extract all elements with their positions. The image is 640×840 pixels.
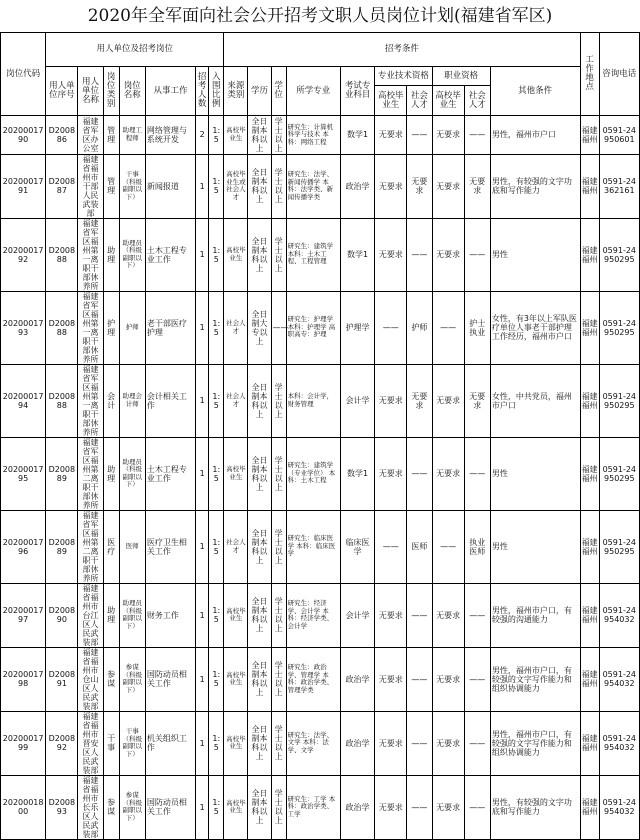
location-cell: 福建福州: [580, 647, 599, 711]
ratio-cell: 1:5: [209, 711, 224, 775]
degree-cell: 学士以上: [271, 775, 286, 839]
source-cell: 高校毕业生: [224, 775, 248, 839]
post-name-cell: 干事（科级副职以下）: [119, 154, 145, 218]
post-plan-table: [0, 32, 640, 840]
ratio-cell: 1:5: [209, 437, 224, 510]
post-name-cell: 助理员（科级副职以下）: [119, 583, 145, 647]
table-row: [1, 510, 640, 583]
location-cell: 福建福州: [580, 154, 599, 218]
phone-cell: 0591-24950295: [599, 218, 639, 291]
location-cell: 福建福州: [580, 437, 599, 510]
tech-grad-cell: 无要求: [375, 154, 407, 218]
unit-name-cell: 福建省福州市干部人民武装部: [78, 154, 103, 218]
ratio-cell: 1:5: [209, 116, 224, 155]
table-row: [1, 116, 640, 155]
source-cell: 高校毕业生: [224, 437, 248, 510]
tech-social-cell: ——: [407, 116, 432, 155]
recruit-num-cell: 1: [196, 437, 209, 510]
voc-social-cell: ——: [464, 437, 490, 510]
header-vocational: 职业资格: [432, 67, 490, 86]
phone-cell: 0591-24950601: [599, 116, 639, 155]
phone-cell: 0591-24950295: [599, 510, 639, 583]
unit-seq-cell: D200889: [46, 510, 78, 583]
unit-seq-cell: D200888: [46, 291, 78, 364]
recruit-num-cell: 1: [196, 711, 209, 775]
recruit-num-cell: 1: [196, 291, 209, 364]
other-condition-cell: 男性，福州市户口，有较强的沟通能力: [490, 583, 580, 647]
recruit-num-cell: 1: [196, 647, 209, 711]
header-education: 学历: [248, 67, 271, 116]
post-name-cell: 助理员（科级副职以下）: [119, 437, 145, 510]
post-code-cell: 2020001795: [1, 437, 46, 510]
unit-name-cell: 福建省军区福州第一离职干部休养所: [78, 364, 103, 437]
education-cell: 全日制大专以上: [248, 291, 271, 364]
education-cell: 全日制本科以上: [248, 510, 271, 583]
major-cell: 研究生：建筑学（专业学位） 本科：土木工程: [286, 437, 340, 510]
unit-seq-cell: D200892: [46, 711, 78, 775]
major-cell: 研究生：法学、文学 本科：法学、文学: [286, 711, 340, 775]
header-post-category: 岗位类别: [103, 67, 119, 116]
post-code-cell: 2020001792: [1, 218, 46, 291]
source-cell: 社会人才: [224, 510, 248, 583]
post-code-cell: 2020001797: [1, 583, 46, 647]
tech-grad-cell: ——: [375, 510, 407, 583]
other-condition-cell: 男性，福州市户口，有较强的文字写作能力和组织协调能力: [490, 647, 580, 711]
voc-social-cell: ——: [464, 647, 490, 711]
post-name-cell: 助理会计师: [119, 364, 145, 437]
voc-social-cell: ——: [464, 583, 490, 647]
tech-grad-cell: 无要求: [375, 775, 407, 839]
source-cell: 高校毕业生: [224, 218, 248, 291]
exam-subject-cell: 数学1: [340, 437, 374, 510]
post-name-cell: 干事（科级副职以下）: [119, 711, 145, 775]
post-name-cell: 医师: [119, 510, 145, 583]
voc-grad-cell: ——: [432, 510, 464, 583]
post-name-cell: 参谋（科级副职以下）: [119, 647, 145, 711]
post-category-cell: 管理: [103, 154, 119, 218]
phone-cell: 0591-24954032: [599, 583, 639, 647]
major-cell: 研究生：经济学、会计学 本科：经济学类、会计学: [286, 583, 340, 647]
education-cell: 全日制本科以上: [248, 437, 271, 510]
voc-grad-cell: 无要求: [432, 647, 464, 711]
post-code-cell: 2020001794: [1, 364, 46, 437]
major-cell: 研究生：计算机科学与技术 本科：网络工程: [286, 116, 340, 155]
header-major: 所学专业: [286, 67, 340, 116]
post-category-cell: 护理: [103, 291, 119, 364]
phone-cell: 0591-24954032: [599, 711, 639, 775]
post-name-cell: 助理员（科级副职以下）: [119, 218, 145, 291]
education-cell: 全日制本科以上: [248, 116, 271, 155]
degree-cell: 学士以上: [271, 154, 286, 218]
tech-social-cell: ——: [407, 437, 432, 510]
post-name-cell: 参谋（科级副职以下）: [119, 775, 145, 839]
voc-social-cell: ——: [464, 116, 490, 155]
tech-grad-cell: 无要求: [375, 116, 407, 155]
voc-grad-cell: 无要求: [432, 437, 464, 510]
tech-grad-cell: 无要求: [375, 364, 407, 437]
major-cell: 研究生：建筑学 本科：土木工程、工程管理: [286, 218, 340, 291]
other-condition-cell: 女性，中共党员，福州市户口: [490, 364, 580, 437]
education-cell: 全日制本科以上: [248, 364, 271, 437]
tech-social-cell: ——: [407, 218, 432, 291]
table-row: [1, 154, 640, 218]
work-cell: 网络管理与系统开发: [145, 116, 195, 155]
header-employer-group: 用人单位及招考岗位: [46, 33, 224, 67]
major-cell: 研究生：法学、新闻传播学 本科：法学类、新闻传播学类: [286, 154, 340, 218]
source-cell: 高校毕业生: [224, 711, 248, 775]
table-row: [1, 364, 640, 437]
table-row: [1, 218, 640, 291]
phone-cell: 0591-24362161: [599, 154, 639, 218]
voc-grad-cell: 无要求: [432, 583, 464, 647]
exam-subject-cell: 数学1: [340, 116, 374, 155]
phone-cell: 0591-24950295: [599, 364, 639, 437]
education-cell: 全日制本科以上: [248, 711, 271, 775]
page-title: 2020年全军面向社会公开招考文职人员岗位计划(福建省军区): [87, 6, 553, 26]
post-category-cell: 干事: [103, 711, 119, 775]
header-other: 其他条件: [490, 67, 580, 116]
other-condition-cell: 男性，福州市户口，有较强的文字写作能力和组织协调能力: [490, 711, 580, 775]
degree-cell: ——: [271, 291, 286, 364]
tech-grad-cell: 无要求: [375, 218, 407, 291]
post-code-cell: 2020001800: [1, 775, 46, 839]
post-category-cell: 助理: [103, 218, 119, 291]
voc-grad-cell: 无要求: [432, 775, 464, 839]
phone-cell: 0591-24950295: [599, 437, 639, 510]
table-body: [1, 116, 640, 840]
voc-social-cell: ——: [464, 775, 490, 839]
post-category-cell: 会计: [103, 364, 119, 437]
header-tech-group: 专业技术资格: [375, 67, 432, 86]
recruit-num-cell: 1: [196, 510, 209, 583]
recruit-num-cell: 1: [196, 154, 209, 218]
recruit-num-cell: 2: [196, 116, 209, 155]
exam-subject-cell: 政治学: [340, 647, 374, 711]
unit-name-cell: 福建省福州市仓山区人民武装部: [78, 647, 103, 711]
header-unit-seq: 用人单位序号: [46, 67, 78, 116]
tech-social-cell: 医师: [407, 510, 432, 583]
other-condition-cell: 男性: [490, 218, 580, 291]
voc-grad-cell: 无要求: [432, 711, 464, 775]
work-cell: 国防动员相关工作: [145, 775, 195, 839]
tech-social-cell: ——: [407, 775, 432, 839]
table-row: [1, 775, 640, 839]
education-cell: 全日制本科以上: [248, 583, 271, 647]
exam-subject-cell: 政治学: [340, 154, 374, 218]
tech-grad-cell: 无要求: [375, 437, 407, 510]
education-cell: 全日制本科以上: [248, 218, 271, 291]
header-location: 工作地点: [580, 33, 599, 116]
header-phone: 咨询电话: [599, 33, 639, 116]
phone-cell: 0591-24954032: [599, 775, 639, 839]
degree-cell: 学士以上: [271, 647, 286, 711]
ratio-cell: 1:5: [209, 510, 224, 583]
post-category-cell: 助理: [103, 437, 119, 510]
location-cell: 福建福州: [580, 583, 599, 647]
header-tech-social: 社会人才: [407, 86, 432, 116]
voc-grad-cell: 无要求: [432, 364, 464, 437]
post-code-cell: 2020001790: [1, 116, 46, 155]
other-condition-cell: 女性，有3年以上军队医疗单位人事老干部护理工作经历，福州市户口: [490, 291, 580, 364]
location-cell: 福建福州: [580, 364, 599, 437]
recruit-num-cell: 1: [196, 583, 209, 647]
header-post-code: 岗位代码: [1, 33, 46, 116]
unit-name-cell: 福建省军区福州第二离职干部休养所: [78, 437, 103, 510]
degree-cell: 学士以上: [271, 218, 286, 291]
voc-grad-cell: 无要求: [432, 116, 464, 155]
phone-cell: 0591-24950295: [599, 291, 639, 364]
ratio-cell: 1:5: [209, 647, 224, 711]
education-cell: 全日制本科以上: [248, 775, 271, 839]
unit-name-cell: 福建省军区福州第一离职干部休养所: [78, 291, 103, 364]
location-cell: 福建福州: [580, 291, 599, 364]
unit-seq-cell: D200887: [46, 154, 78, 218]
tech-grad-cell: 无要求: [375, 711, 407, 775]
post-category-cell: 助理: [103, 583, 119, 647]
voc-social-cell: ——: [464, 711, 490, 775]
source-cell: 社会人才: [224, 364, 248, 437]
other-condition-cell: 男性: [490, 437, 580, 510]
voc-grad-cell: ——: [432, 291, 464, 364]
header-degree: 学位: [271, 67, 286, 116]
ratio-cell: 1:5: [209, 775, 224, 839]
degree-cell: 学士以上: [271, 583, 286, 647]
header-voc-social: 社会人才: [464, 86, 490, 116]
exam-subject-cell: 临床医学: [340, 510, 374, 583]
post-category-cell: 参谋: [103, 647, 119, 711]
post-category-cell: 参谋: [103, 775, 119, 839]
work-cell: 老干部医疗护理: [145, 291, 195, 364]
voc-social-cell: 护士执业: [464, 291, 490, 364]
post-code-cell: 2020001791: [1, 154, 46, 218]
table-row: [1, 583, 640, 647]
voc-grad-cell: 无要求: [432, 154, 464, 218]
location-cell: 福建福州: [580, 218, 599, 291]
header-source: 来源类别: [224, 67, 248, 116]
exam-subject-cell: 会计学: [340, 583, 374, 647]
header-recruit-num: 招考人数: [196, 67, 209, 116]
source-cell: 高校毕业生: [224, 583, 248, 647]
work-cell: 机关组织工作: [145, 711, 195, 775]
major-cell: 研究生：临床医学 本科：临床医学: [286, 510, 340, 583]
unit-seq-cell: D200889: [46, 437, 78, 510]
location-cell: 福建福州: [580, 510, 599, 583]
post-code-cell: 2020001793: [1, 291, 46, 364]
tech-social-cell: 无要求: [407, 154, 432, 218]
exam-subject-cell: 护理学: [340, 291, 374, 364]
other-condition-cell: 男性: [490, 510, 580, 583]
ratio-cell: 1:5: [209, 291, 224, 364]
ratio-cell: 1:5: [209, 364, 224, 437]
education-cell: 全日制本科以上: [248, 154, 271, 218]
degree-cell: 学士以上: [271, 437, 286, 510]
post-name-cell: 护师: [119, 291, 145, 364]
unit-name-cell: 福建省福州市长乐区人民武装部: [78, 775, 103, 839]
tech-grad-cell: 无要求: [375, 583, 407, 647]
voc-social-cell: 执业医师: [464, 510, 490, 583]
unit-seq-cell: D200888: [46, 218, 78, 291]
major-cell: 研究生：政治学、管理学 本科：政治学类、管理学类: [286, 647, 340, 711]
table-row: [1, 711, 640, 775]
post-category-cell: 管理: [103, 116, 119, 155]
unit-seq-cell: D200890: [46, 583, 78, 647]
table-header: [1, 33, 640, 116]
tech-social-cell: 无要求: [407, 364, 432, 437]
post-category-cell: 医疗: [103, 510, 119, 583]
degree-cell: 学士以上: [271, 364, 286, 437]
location-cell: 福建福州: [580, 116, 599, 155]
major-cell: 研究生：护理学 本科：护理学 高职高专：护理: [286, 291, 340, 364]
recruit-num-cell: 1: [196, 218, 209, 291]
exam-subject-cell: 政治学: [340, 711, 374, 775]
major-cell: 本科：会计学，财务管理: [286, 364, 340, 437]
recruit-num-cell: 1: [196, 775, 209, 839]
source-cell: 高校毕业生或社会人才: [224, 154, 248, 218]
work-cell: 土木工程专业工作: [145, 218, 195, 291]
other-condition-cell: 男性，有较强的文字功底和写作能力: [490, 154, 580, 218]
table-row: [1, 291, 640, 364]
exam-subject-cell: 政治学: [340, 775, 374, 839]
source-cell: 高校毕业生: [224, 116, 248, 155]
work-cell: 会计相关工作: [145, 364, 195, 437]
header-unit-name: 用人单位名称: [78, 67, 103, 116]
post-code-cell: 2020001798: [1, 647, 46, 711]
tech-social-cell: ——: [407, 583, 432, 647]
unit-name-cell: 福建省军区福州第二离职干部休养所: [78, 510, 103, 583]
work-cell: 国防动员相关工作: [145, 647, 195, 711]
voc-grad-cell: 无要求: [432, 218, 464, 291]
source-cell: 社会人才: [224, 291, 248, 364]
degree-cell: 学士以上: [271, 510, 286, 583]
other-condition-cell: 男性，福州市户口: [490, 116, 580, 155]
work-cell: 医疗卫生相关工作: [145, 510, 195, 583]
unit-name-cell: 福建省军区办公室: [78, 116, 103, 155]
header-tech-grad: 高校毕业生: [375, 86, 407, 116]
unit-name-cell: 福建省福州市台江区人民武装部: [78, 583, 103, 647]
source-cell: 高校毕业生: [224, 647, 248, 711]
unit-seq-cell: D200886: [46, 116, 78, 155]
header-work: 从事工作: [145, 67, 195, 116]
education-cell: 全日制本科以上: [248, 647, 271, 711]
header-conditions-group: 招考条件: [224, 33, 580, 67]
table-row: [1, 647, 640, 711]
post-code-cell: 2020001796: [1, 510, 46, 583]
exam-subject-cell: 数学1: [340, 218, 374, 291]
degree-cell: 学士以上: [271, 711, 286, 775]
other-condition-cell: 男性，有较强的文字功底和写作能力: [490, 775, 580, 839]
tech-social-cell: 护师: [407, 291, 432, 364]
voc-social-cell: 无要求: [464, 364, 490, 437]
unit-seq-cell: D200893: [46, 775, 78, 839]
voc-social-cell: 无要求: [464, 154, 490, 218]
tech-grad-cell: ——: [375, 291, 407, 364]
degree-cell: 学士以上: [271, 116, 286, 155]
tech-social-cell: ——: [407, 711, 432, 775]
table-row: [1, 437, 640, 510]
ratio-cell: 1:5: [209, 583, 224, 647]
work-cell: 土木工程专业工作: [145, 437, 195, 510]
header-exam-subject: 考试专业科目: [340, 67, 374, 116]
recruit-num-cell: 1: [196, 364, 209, 437]
major-cell: 研究生：工学 本科：政治学类、工学: [286, 775, 340, 839]
header-post-name: 岗位名称: [119, 67, 145, 116]
location-cell: 福建福州: [580, 775, 599, 839]
post-code-cell: 2020001799: [1, 711, 46, 775]
unit-seq-cell: D200891: [46, 647, 78, 711]
header-ratio: 入围比例: [209, 67, 224, 116]
phone-cell: 0591-24954032: [599, 647, 639, 711]
work-cell: 财务工作: [145, 583, 195, 647]
tech-grad-cell: 无要求: [375, 647, 407, 711]
exam-subject-cell: 会计学: [340, 364, 374, 437]
tech-social-cell: ——: [407, 647, 432, 711]
unit-name-cell: 福建省军区福州第一离职干部休养所: [78, 218, 103, 291]
voc-social-cell: ——: [464, 218, 490, 291]
ratio-cell: 1:5: [209, 154, 224, 218]
header-voc-grad: 高校毕业生: [432, 86, 464, 116]
location-cell: 福建福州: [580, 711, 599, 775]
ratio-cell: 1:5: [209, 218, 224, 291]
unit-seq-cell: D200888: [46, 364, 78, 437]
post-name-cell: 助理工程师: [119, 116, 145, 155]
unit-name-cell: 福建省福州市晋安区人民武装部: [78, 711, 103, 775]
work-cell: 新闻报道: [145, 154, 195, 218]
